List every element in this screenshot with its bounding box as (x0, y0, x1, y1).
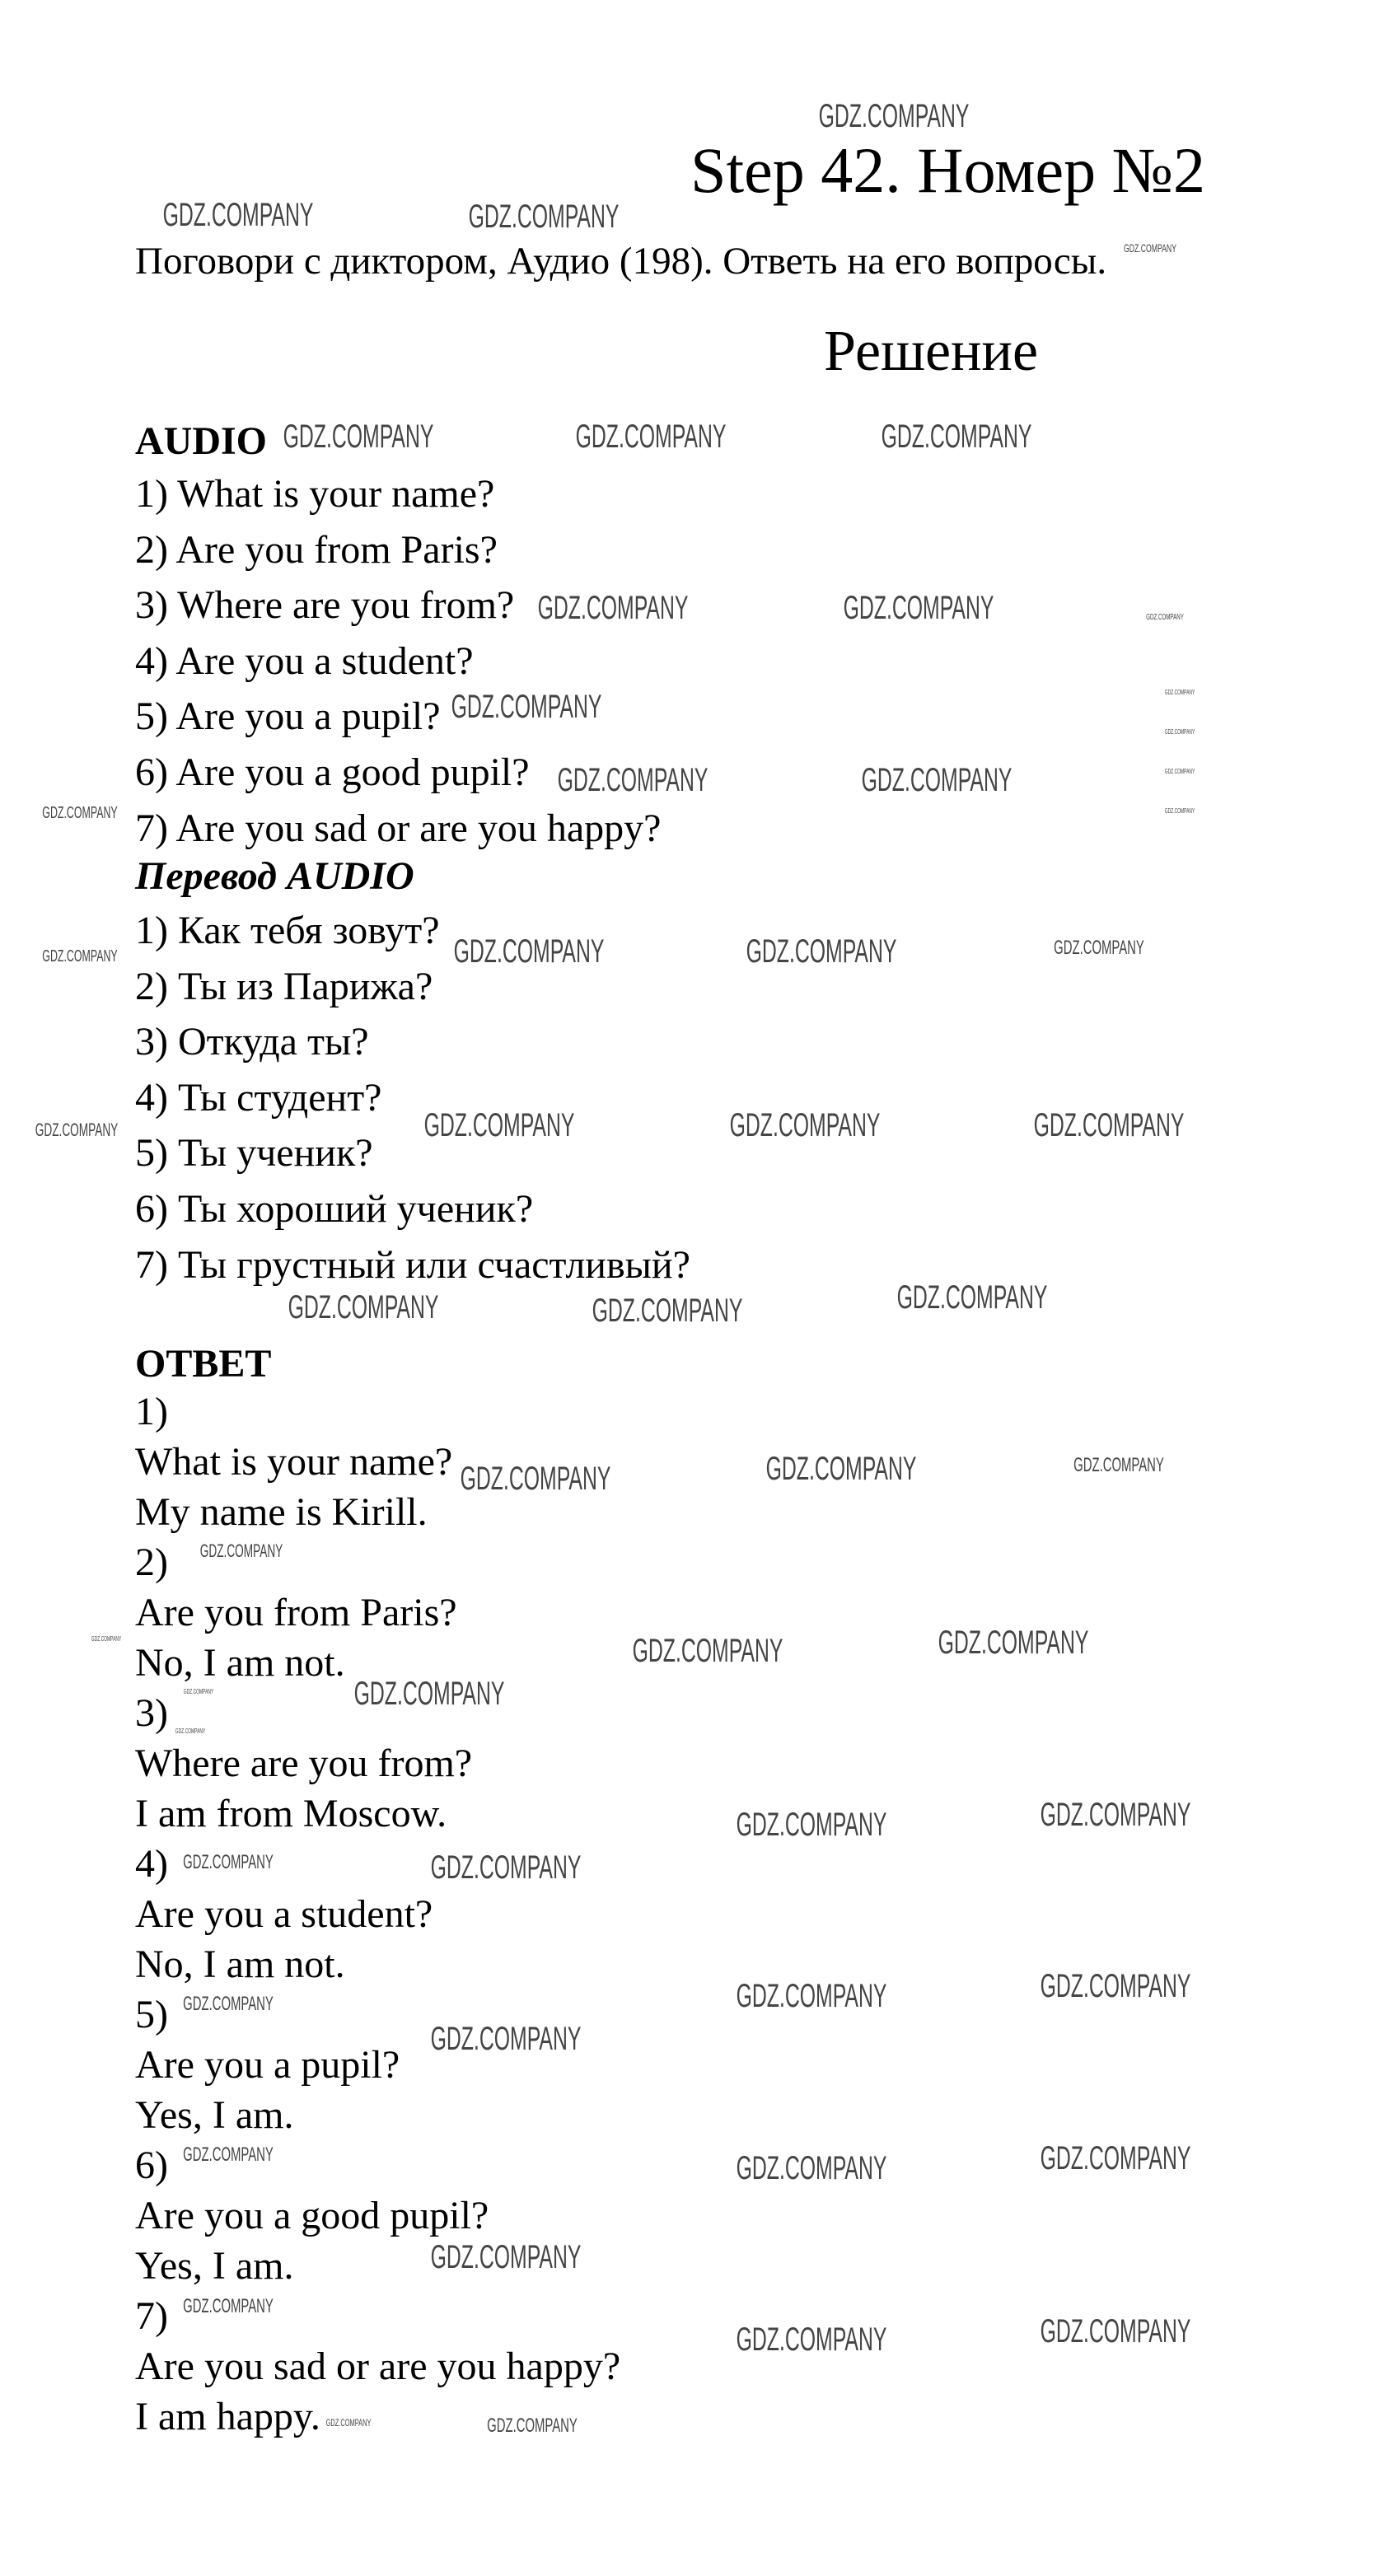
watermark: GDZ.COMPANY (1040, 1796, 1191, 1833)
watermark: GDZ.COMPANY (288, 1288, 439, 1325)
watermark: GDZ.COMPANY (183, 1993, 274, 2016)
watermark: GDZ.COMPANY (1146, 613, 1185, 623)
answer-line: I am from Moscow. (135, 1792, 447, 1835)
watermark: GDZ.COMPANY (42, 803, 118, 822)
watermark: GDZ.COMPANY (843, 590, 994, 627)
answer-line: Yes, I am. (135, 2244, 294, 2288)
watermark: GDZ.COMPANY (199, 1540, 283, 1562)
watermark: GDZ.COMPANY (882, 418, 1032, 455)
answer-line: 4) (135, 1842, 168, 1886)
watermark: GDZ.COMPANY (453, 933, 605, 970)
watermark: GDZ.COMPANY (1165, 806, 1195, 815)
watermark: GDZ.COMPANY (183, 2295, 274, 2318)
watermark: GDZ.COMPANY (1073, 1454, 1164, 1477)
watermark: GDZ.COMPANY (91, 1634, 121, 1643)
watermark: GDZ.COMPANY (35, 1120, 119, 1141)
watermark: GDZ.COMPANY (1165, 767, 1195, 775)
watermark: GDZ.COMPANY (896, 1279, 1047, 1316)
watermark: GDZ.COMPANY (468, 198, 620, 235)
watermark: GDZ.COMPANY (729, 1107, 881, 1144)
watermark: GDZ.COMPANY (175, 1727, 205, 1736)
translation-line: 3) Откуда ты? (135, 1020, 369, 1064)
watermark: GDZ.COMPANY (746, 933, 897, 970)
watermark: GDZ.COMPANY (430, 1849, 582, 1886)
watermark: GDZ.COMPANY (1165, 727, 1195, 736)
answer-line: Are you a pupil? (135, 2043, 400, 2087)
watermark: GDZ.COMPANY (736, 1806, 887, 1843)
answer-line: No, I am not. (135, 1943, 345, 1986)
audio-line: 3) Where are you from? (135, 583, 515, 628)
watermark: GDZ.COMPANY (537, 590, 689, 627)
translation-line: 6) Ты хороший ученик? (135, 1187, 534, 1231)
audio-line: 4) Are you a student? (135, 638, 474, 683)
audio-line: 6) Are you a good pupil? (135, 750, 530, 794)
watermark: GDZ.COMPANY (283, 418, 434, 455)
watermark: GDZ.COMPANY (1040, 2139, 1191, 2176)
watermark: GDZ.COMPANY (736, 2321, 887, 2359)
watermark: GDZ.COMPANY (1040, 2313, 1191, 2350)
watermark: GDZ.COMPANY (592, 1292, 743, 1329)
watermark: GDZ.COMPANY (460, 1461, 611, 1498)
watermark: GDZ.COMPANY (765, 1451, 917, 1488)
watermark: GDZ.COMPANY (557, 761, 709, 798)
answer-line: No, I am not. (135, 1641, 345, 1685)
answer-line: 1) (135, 1390, 168, 1433)
watermark: GDZ.COMPANY (423, 1107, 575, 1144)
watermark: GDZ.COMPANY (1033, 1107, 1185, 1144)
watermark: GDZ.COMPANY (183, 1850, 274, 1873)
watermark: GDZ.COMPANY (938, 1624, 1089, 1661)
watermark: GDZ.COMPANY (1040, 1968, 1191, 2005)
answer-line: 6) (135, 2144, 168, 2187)
watermark: GDZ.COMPANY (430, 2239, 582, 2276)
watermark: GDZ.COMPANY (42, 947, 118, 966)
answer-line: Are you from Paris? (135, 1591, 457, 1634)
translation-line: 2) Ты из Парижа? (135, 964, 433, 1008)
answer-line: 5) (135, 1993, 168, 2036)
watermark: GDZ.COMPANY (736, 1978, 887, 2015)
answer-line: Are you sad or are you happy? (135, 2345, 621, 2388)
watermark: GDZ.COMPANY (736, 2149, 887, 2186)
watermark: GDZ.COMPANY (325, 2416, 372, 2429)
watermark: GDZ.COMPANY (862, 761, 1013, 798)
audio-line: 5) Are you a pupil? (135, 694, 441, 739)
task-text: Поговори с диктором, Аудио (198). Ответь на его вопросы. (135, 240, 1107, 283)
page-title: Step 42. Номер №2 (690, 134, 1205, 206)
translation-line: 1) Как тебя зовут? (135, 909, 440, 952)
watermark: GDZ.COMPANY (632, 1632, 783, 1669)
watermark: GDZ.COMPANY (575, 418, 727, 455)
watermark: GDZ.COMPANY (162, 196, 314, 233)
answer-heading: ОТВЕТ (135, 1342, 272, 1386)
audio-heading: AUDIO (135, 419, 268, 463)
solution-heading: Решение (824, 320, 1039, 383)
audio-line: 7) Are you sad or are you happy? (135, 806, 662, 850)
answer-line: 2) (135, 1540, 168, 1584)
watermark: GDZ.COMPANY (354, 1676, 505, 1713)
answer-line: Are you a good pupil? (135, 2194, 489, 2237)
translation-line: 7) Ты грустный или счастливый? (135, 1242, 690, 1287)
answer-line: Where are you from? (135, 1741, 473, 1785)
watermark: GDZ.COMPANY (818, 97, 970, 134)
watermark: GDZ.COMPANY (1124, 241, 1177, 255)
answer-line: 3) (135, 1691, 168, 1735)
answer-line: I am happy. (135, 2395, 320, 2438)
answer-line: My name is Kirill. (135, 1490, 428, 1534)
translation-line: 5) Ты ученик? (135, 1131, 373, 1176)
answer-line: Yes, I am. (135, 2093, 294, 2137)
answer-line: Are you a student? (135, 1892, 433, 1936)
audio-line: 2) Are you from Paris? (135, 527, 498, 572)
answer-line: 7) (135, 2294, 168, 2338)
watermark: GDZ.COMPANY (183, 2143, 274, 2166)
translation-heading: Перевод AUDIO (135, 854, 414, 898)
watermark: GDZ.COMPANY (430, 2021, 582, 2058)
watermark: GDZ.COMPANY (487, 2414, 578, 2437)
answer-line: What is your name? (135, 1440, 453, 1484)
translation-line: 4) Ты студент? (135, 1075, 382, 1120)
watermark: GDZ.COMPANY (1054, 937, 1144, 960)
watermark: GDZ.COMPANY (1165, 688, 1195, 696)
audio-line: 1) What is your name? (135, 472, 495, 516)
watermark: GDZ.COMPANY (183, 1688, 213, 1696)
watermark: GDZ.COMPANY (451, 689, 602, 726)
